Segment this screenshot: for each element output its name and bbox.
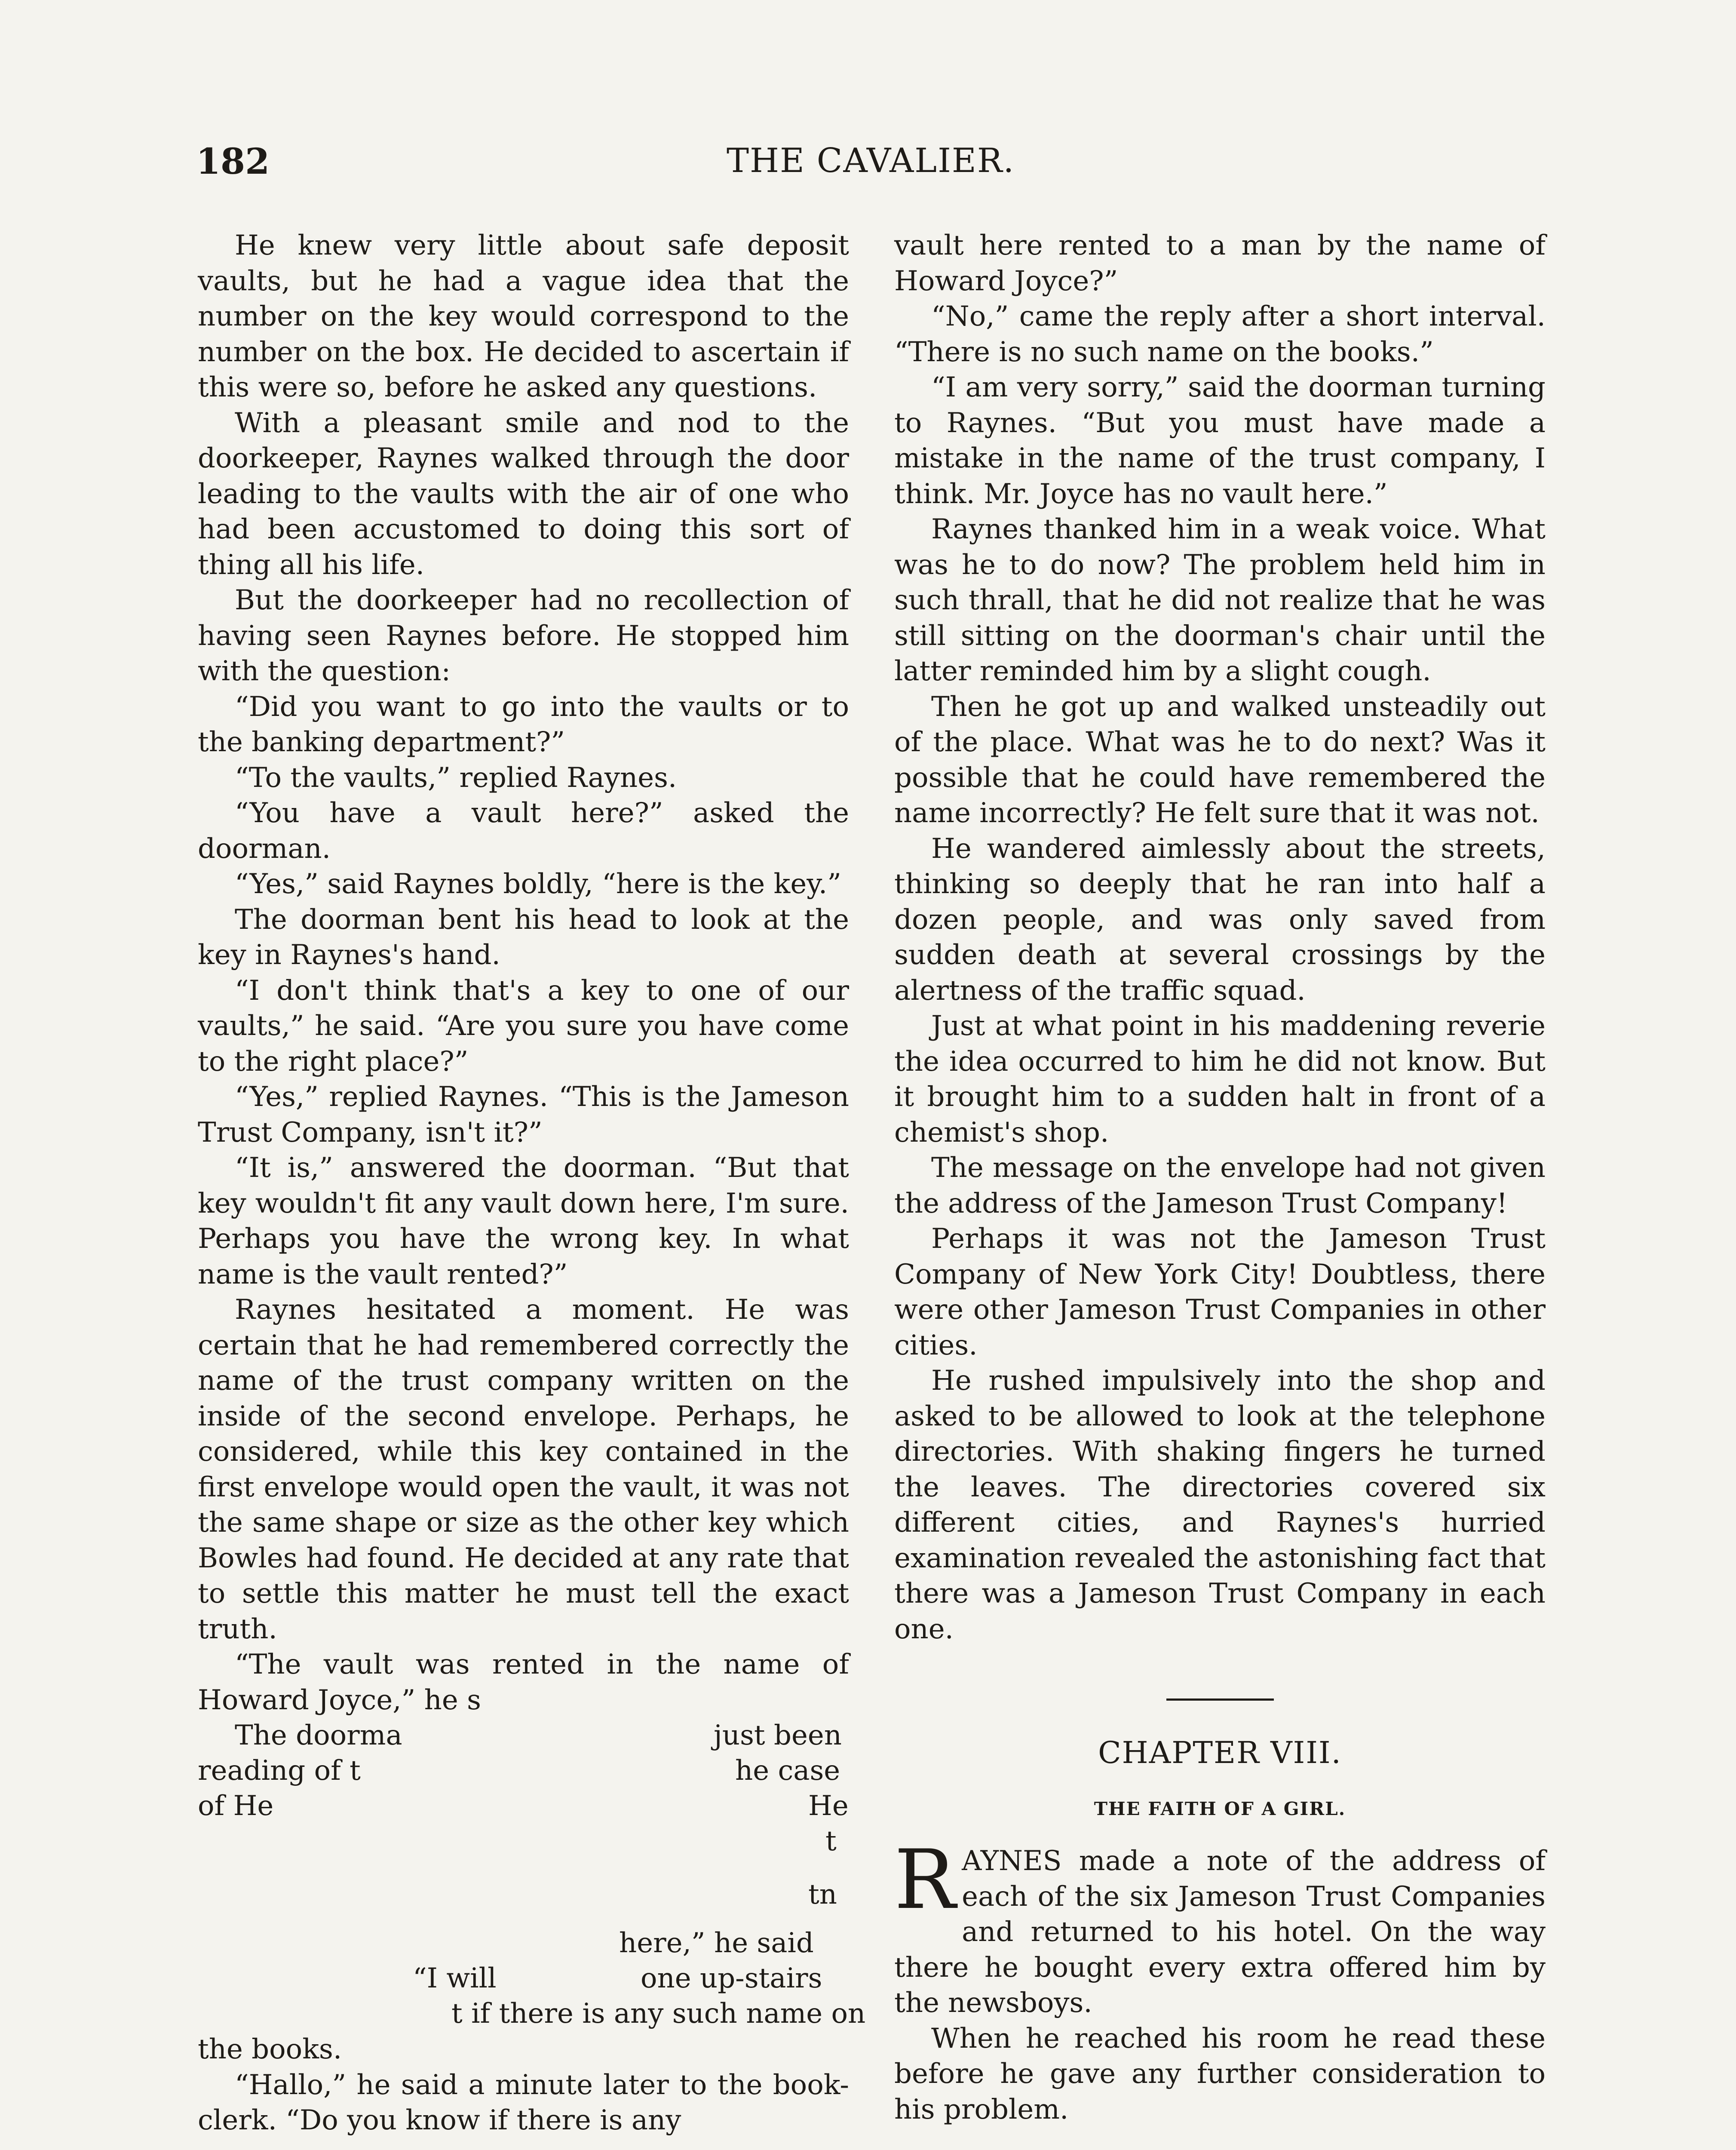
paragraph: “I don't think that's a key to one of our vaults,” he said. “Are you sure you have come to the right place?” <box>198 974 849 1078</box>
running-head: THE CAVALIER. <box>727 141 1015 180</box>
paragraph: “It is,” answered the doorman. “But that key wouldn't fit any vault down here, I'm sure. Perhaps you have the wrong key. In what name is the vault rented?” <box>198 1152 849 1290</box>
torn-section <box>198 1718 849 1961</box>
paragraph: Raynes thanked him in a weak voice. What was he to do now? The problem held him in such thrall, that he did not realize that he was still sitting on the doorman's chair until the latter reminded him by a slight cough. <box>894 513 1546 687</box>
paragraph: “You have a vault here?” asked the doorman. <box>198 797 849 865</box>
text-fragment: “I will <box>413 1963 497 1994</box>
text-fragment: t <box>825 1825 837 1857</box>
paragraph: “Yes,” said Raynes boldly, “here is the key.” <box>235 868 841 900</box>
left-column <box>198 228 866 2138</box>
text-fragment: tn <box>808 1879 837 1910</box>
right-column <box>894 228 1546 2127</box>
paragraph: He knew very little about safe deposit vaults, but he had a vague idea that the number on the key would correspond to the number on the box. He decided to ascertain if this were so, before he asked any questions. <box>198 230 849 403</box>
paragraph: He rushed impulsively into the shop and asked to be allowed to look at the telephone directories. With shaking fingers he turned the leaves. The directories covered six different cities, and Raynes's hurried examination revealed the astonishing fact that there was a Jameson Trust Company in each one. <box>894 1365 1546 1645</box>
paragraph: Then he got up and walked unsteadily out of the place. What was he to do next? Was it possible that he could have remembered the name incorrectly? He felt sure that it was not. <box>894 691 1546 829</box>
paragraph: Just at what point in his maddening reverie the idea occurred to him he did not know. But it brought him to a sudden halt in front of a chemist's shop. <box>894 1010 1546 1149</box>
paragraph: “To the vaults,” replied Raynes. <box>235 762 677 794</box>
drop-cap: R <box>894 1832 956 1927</box>
chapter-title: CHAPTER VIII. <box>1098 1735 1342 1770</box>
paragraph: He wandered aimlessly about the streets, thinking so deeply that he ran into half a dozen people, and was only saved from sudden death at several crossings by the alertness of the traffic squad. <box>894 832 1546 1007</box>
paragraph: “I am very sorry,” said the doorman turning to Raynes. “But you must have made a mistake in the name of the trust company, I think. Mr. Joyce has no vault here.” <box>894 372 1546 510</box>
torn-section-lower <box>198 1961 866 2032</box>
text-fragment: here,” he said <box>619 1927 814 1959</box>
paragraph-text: AYNES made a note of the address of each of the six Jameson Trust Companies and returned to his hotel. On the way there he bought every extra offered him by the newsboys. <box>894 1845 1546 2019</box>
chapter-divider <box>1166 1698 1274 1701</box>
paragraph: But the doorkeeper had no recollection of having seen Raynes before. He stopped him with the question: <box>198 584 849 687</box>
text-fragment: t if there is any such name on <box>451 1998 866 2030</box>
text-fragment: just been <box>714 1720 842 1751</box>
chapter-opening-paragraph <box>894 1832 1546 2021</box>
paragraph: The message on the envelope had not given the address of the Jameson Trust Company! <box>894 1152 1546 1219</box>
chapter-subtitle: THE FAITH OF A GIRL. <box>1094 1798 1346 1819</box>
paragraph: “Did you want to go into the vaults or to the banking department?” <box>198 691 849 758</box>
paragraph: Raynes hesitated a moment. He was certain that he had remembered correctly the name of the trust company written on the inside of the second envelope. Perhaps, he considered, while this key contained in the first envelope would open the vault, it was not the same shape or size as the other key which Bowles had found. He decided at any rate that to settle this matter he must tell the exact truth. <box>198 1294 849 1645</box>
text-fragment: one up-stairs <box>641 1963 822 1994</box>
text-fragment: he case <box>735 1755 840 1787</box>
paragraph: When he reached his room he read these before he gave any further consideration to his problem. <box>894 2022 1546 2125</box>
text-fragment: of He <box>198 1790 274 1822</box>
text-fragment: The doorma <box>235 1720 402 1751</box>
paragraph: Perhaps it was not the Jameson Trust Company of New York City! Doubtless, there were other Jameson Trust Companies in other cities. <box>894 1223 1546 1361</box>
text-fragment: reading of t <box>198 1755 361 1787</box>
paragraph: “Hallo,” he said a minute later to the book-clerk. “Do you know if there is any <box>198 2069 849 2136</box>
paragraph: vault here rented to a man by the name of Howard Joyce?” <box>894 230 1546 297</box>
paragraph: With a pleasant smile and nod to the doorkeeper, Raynes walked through the door leading to the vaults with the air of one who had been accustomed to doing this sort of thing all his life. <box>198 407 849 581</box>
paragraph: “No,” came the reply after a short interval. “There is no such name on the books.” <box>894 301 1546 368</box>
text-fragment: He <box>808 1790 849 1822</box>
paragraph: The doorman bent his head to look at the key in Raynes's hand. <box>198 903 849 971</box>
paragraph: the books. <box>198 2033 342 2065</box>
paragraph: “The vault was rented in the name of Howard Joyce,” he s <box>198 1649 849 1716</box>
page-number: 182 <box>196 141 270 182</box>
paragraph: “Yes,” replied Raynes. “This is the Jameson Trust Company, isn't it?” <box>198 1081 849 1149</box>
